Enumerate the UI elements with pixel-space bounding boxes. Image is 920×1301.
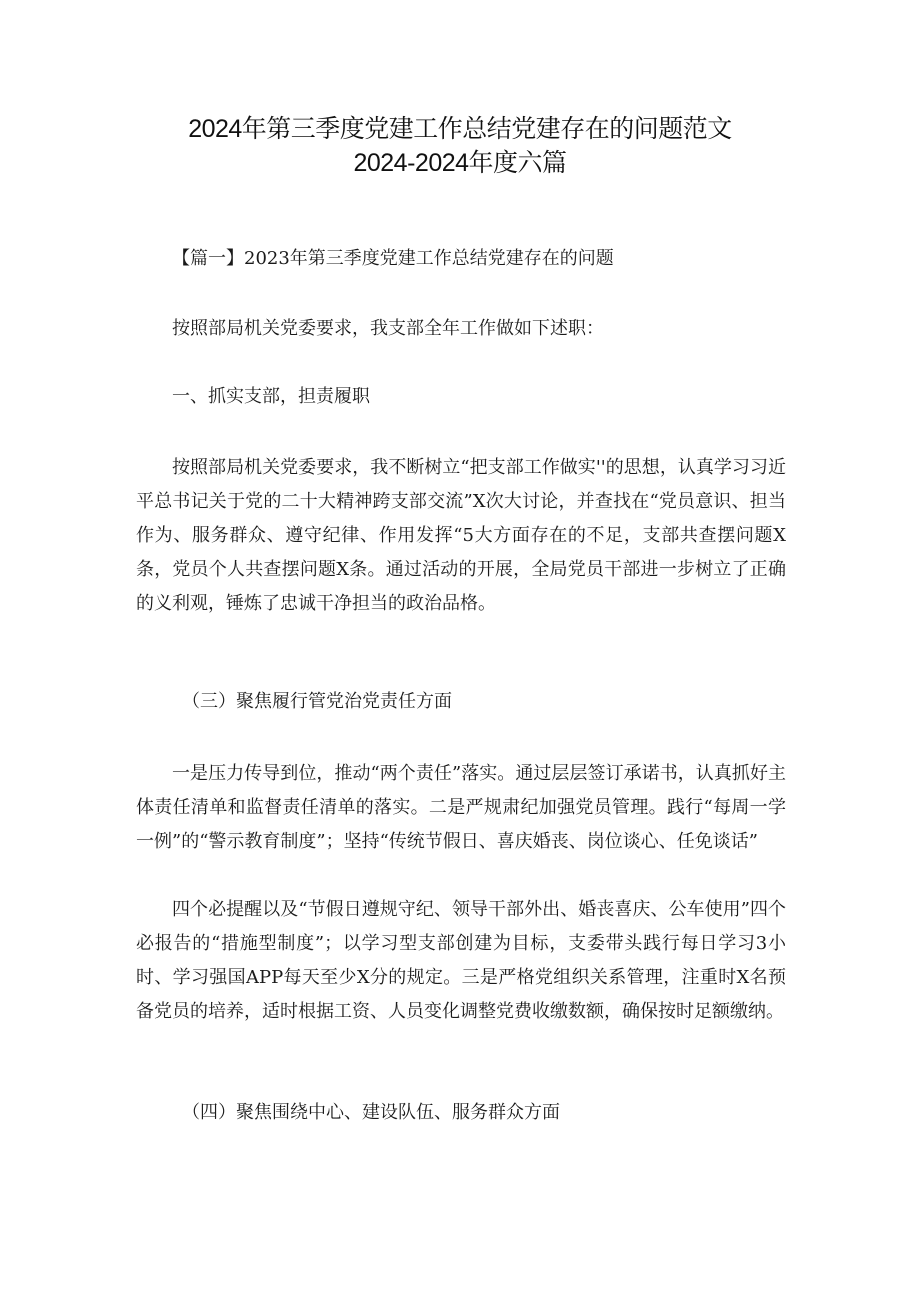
document-title-line-2: 2024-2024年度六篇	[353, 149, 567, 177]
heading-1: 一、抓实支部，担责履职	[172, 386, 370, 407]
paragraph-1: 按照部局机关党委要求，我不断树立“把支部工作做实''的思想，认真学习习近平总书记关于党的二十大精神跨支部交流”X次大讨论，并查找在“党员意识、担当作为、服务群众、遵守纪律、作用发挥“5大方面存在的不足，支部共查摆问题X条，党员个人共查摆问题X条。通过活动的开展，全局党员干部进一步树立了正确的义利观，锤炼了忠诚干净担当的政治品格。	[136, 457, 786, 614]
section-heading: 【篇一】2023年第三季度党建工作总结党建存在的问题	[172, 248, 614, 269]
intro-text: 按照部局机关党委要求，我支部全年工作做如下述职：	[172, 318, 604, 339]
paragraph-2: 一是压力传导到位，推动“两个责任”落实。通过层层签订承诺书，认真抓好主体责任清单和监督责任清单的落实。二是严规肃纪加强党员管理。践行“每周一学一例”的“警示教育制度”；坚持“传统节假日、喜庆婚丧、岗位谈心、任免谈话”	[136, 763, 786, 852]
heading-4: （四）聚焦围绕中心、建设队伍、服务群众方面	[182, 1102, 560, 1123]
paragraph-3: 四个必提醒以及“节假日遵规守纪、领导干部外出、婚丧喜庆、公车使用”四个必报告的“措施型制度”；以学习型支部创建为目标，支委带头践行每日学习3小时、学习强国APP每天至少X分的规定。三是严格党组织关系管理，注重时X名预备党员的培养，适时根据工资、人员变化调整党费收缴数额，确保按时足额缴纳。	[136, 899, 786, 1022]
heading-3: （三）聚焦履行管党治党责任方面	[182, 691, 452, 712]
document-title-line-1: 2024年第三季度党建工作总结党建存在的问题范文	[188, 115, 732, 143]
